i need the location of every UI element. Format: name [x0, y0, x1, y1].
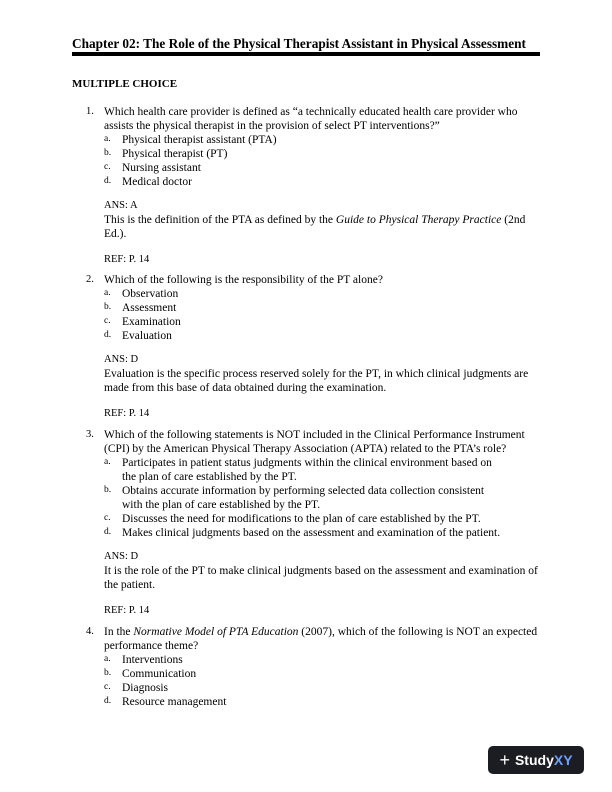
rationale-line: Ed.). — [104, 228, 127, 240]
question-stem — [104, 105, 560, 133]
question-number: 1. — [86, 106, 94, 117]
question-2 — [86, 273, 560, 421]
option-letter: d. — [104, 527, 112, 537]
rationale-text: This is the definition of the PTA as defined by the — [104, 214, 336, 226]
option-letter: b. — [104, 148, 112, 158]
chapter-title: Chapter 02: The Role of the Physical Therapist Assistant in Physical Assessment — [72, 36, 526, 51]
option-text: Resource management — [122, 696, 227, 708]
stem-line: Which of the following is the responsibility of the PT alone? — [104, 274, 383, 286]
option-text: Assessment — [122, 302, 177, 314]
option-text: Interventions — [122, 654, 183, 666]
answer-block — [104, 353, 560, 395]
option-text: Diagnosis — [122, 682, 168, 694]
stem-line: performance theme? — [104, 640, 199, 652]
option-text: Examination — [122, 316, 181, 328]
option-text-continued: the plan of care established by the PT. — [122, 471, 297, 483]
option-c — [104, 161, 560, 175]
answer-label: ANS: D — [104, 551, 139, 562]
brand-part2: XY — [553, 752, 573, 768]
option-letter: d. — [104, 176, 112, 186]
option-text: Nursing assistant — [122, 162, 201, 174]
brand-part1: Study — [514, 752, 554, 768]
option-a — [104, 287, 560, 301]
option-text: Obtains accurate information by performing selected data collection consistent — [122, 485, 485, 497]
option-letter: a. — [104, 457, 111, 467]
title-divider — [72, 52, 540, 56]
option-text-continued: with the plan of care established by the PT. — [122, 499, 321, 511]
option-text: Communication — [122, 668, 197, 680]
rationale-italic: Guide to Physical Therapy Practice — [335, 214, 502, 226]
option-letter: c. — [104, 316, 111, 326]
reference: REF: P. 14 — [104, 254, 150, 265]
option-letter: d. — [104, 330, 112, 340]
answer-options — [104, 456, 560, 540]
option-text: Discusses the need for modifications to the plan of care established by the PT. — [122, 513, 481, 525]
option-letter: c. — [104, 513, 111, 523]
option-a — [104, 653, 560, 667]
option-d — [104, 175, 560, 189]
answer-options — [104, 287, 560, 343]
stem-line — [104, 625, 560, 639]
question-stem — [104, 428, 560, 456]
option-letter: c. — [104, 162, 111, 172]
option-d — [104, 526, 560, 540]
option-letter: a. — [104, 654, 111, 664]
option-text: Participates in patient status judgments within the clinical environment based on — [122, 457, 492, 469]
option-text: Makes clinical judgments based on the assessment and examination of the patient. — [122, 527, 501, 539]
reference: REF: P. 14 — [104, 605, 150, 616]
option-letter: a. — [104, 288, 111, 298]
rationale — [104, 213, 560, 227]
brand-name — [515, 752, 573, 768]
question-number: 4. — [86, 626, 94, 637]
option-letter: c. — [104, 682, 111, 692]
stem-text: In the — [104, 626, 134, 638]
answer-block — [104, 199, 560, 241]
stem-line: Which of the following statements is NOT included in the Clinical Performance Instrument — [104, 429, 525, 441]
option-letter: b. — [104, 668, 112, 678]
rationale-line: made from this base of data obtained during the examination. — [104, 382, 387, 394]
reference: REF: P. 14 — [104, 408, 150, 419]
rationale-line: It is the role of the PT to make clinical judgments based on the assessment and examination of — [104, 565, 538, 577]
option-letter: a. — [104, 134, 111, 144]
question-4 — [86, 625, 560, 709]
question-stem — [104, 273, 560, 287]
option-letter: b. — [104, 302, 112, 312]
option-text: Medical doctor — [122, 176, 192, 188]
question-1 — [86, 105, 560, 267]
option-a — [104, 456, 560, 484]
option-c — [104, 512, 560, 526]
question-3 — [86, 428, 560, 618]
option-text: Physical therapist (PT) — [122, 148, 228, 160]
stem-italic: Normative Model of PTA Education — [133, 626, 299, 638]
plus-icon: + — [499, 750, 510, 770]
section-heading: MULTIPLE CHOICE — [72, 78, 178, 90]
option-d — [104, 329, 560, 343]
question-stem — [104, 625, 560, 653]
option-b — [104, 147, 560, 161]
stem-line: assists the physical therapist in the provision of select PT interventions?” — [104, 120, 440, 132]
option-b — [104, 667, 560, 681]
rationale-line: the patient. — [104, 579, 156, 591]
option-c — [104, 315, 560, 329]
rationale-line: Evaluation is the specific process reserved solely for the PT, in which clinical judgments are — [104, 368, 529, 380]
answer-label: ANS: D — [104, 354, 139, 365]
question-number: 3. — [86, 429, 94, 440]
option-text: Evaluation — [122, 330, 172, 342]
option-d — [104, 695, 560, 709]
answer-options — [104, 653, 560, 709]
answer-label: ANS: A — [104, 200, 138, 211]
option-letter: b. — [104, 485, 112, 495]
stem-line: (CPI) by the American Physical Therapy Association (APTA) related to the PTA’s role? — [104, 443, 507, 455]
stem-line: Which health care provider is defined as “a technically educated health care provider who — [104, 106, 518, 118]
studyxy-logo — [488, 746, 584, 774]
option-letter: d. — [104, 696, 112, 706]
answer-block — [104, 550, 560, 592]
question-number: 2. — [86, 274, 94, 285]
answer-options — [104, 133, 560, 189]
option-b — [104, 484, 560, 512]
option-text: Observation — [122, 288, 179, 300]
option-text: Physical therapist assistant (PTA) — [122, 134, 277, 146]
option-b — [104, 301, 560, 315]
option-c — [104, 681, 560, 695]
stem-text: (2007), which of the following is NOT an expected — [298, 626, 538, 638]
option-a — [104, 133, 560, 147]
rationale-text: (2nd — [501, 214, 526, 226]
